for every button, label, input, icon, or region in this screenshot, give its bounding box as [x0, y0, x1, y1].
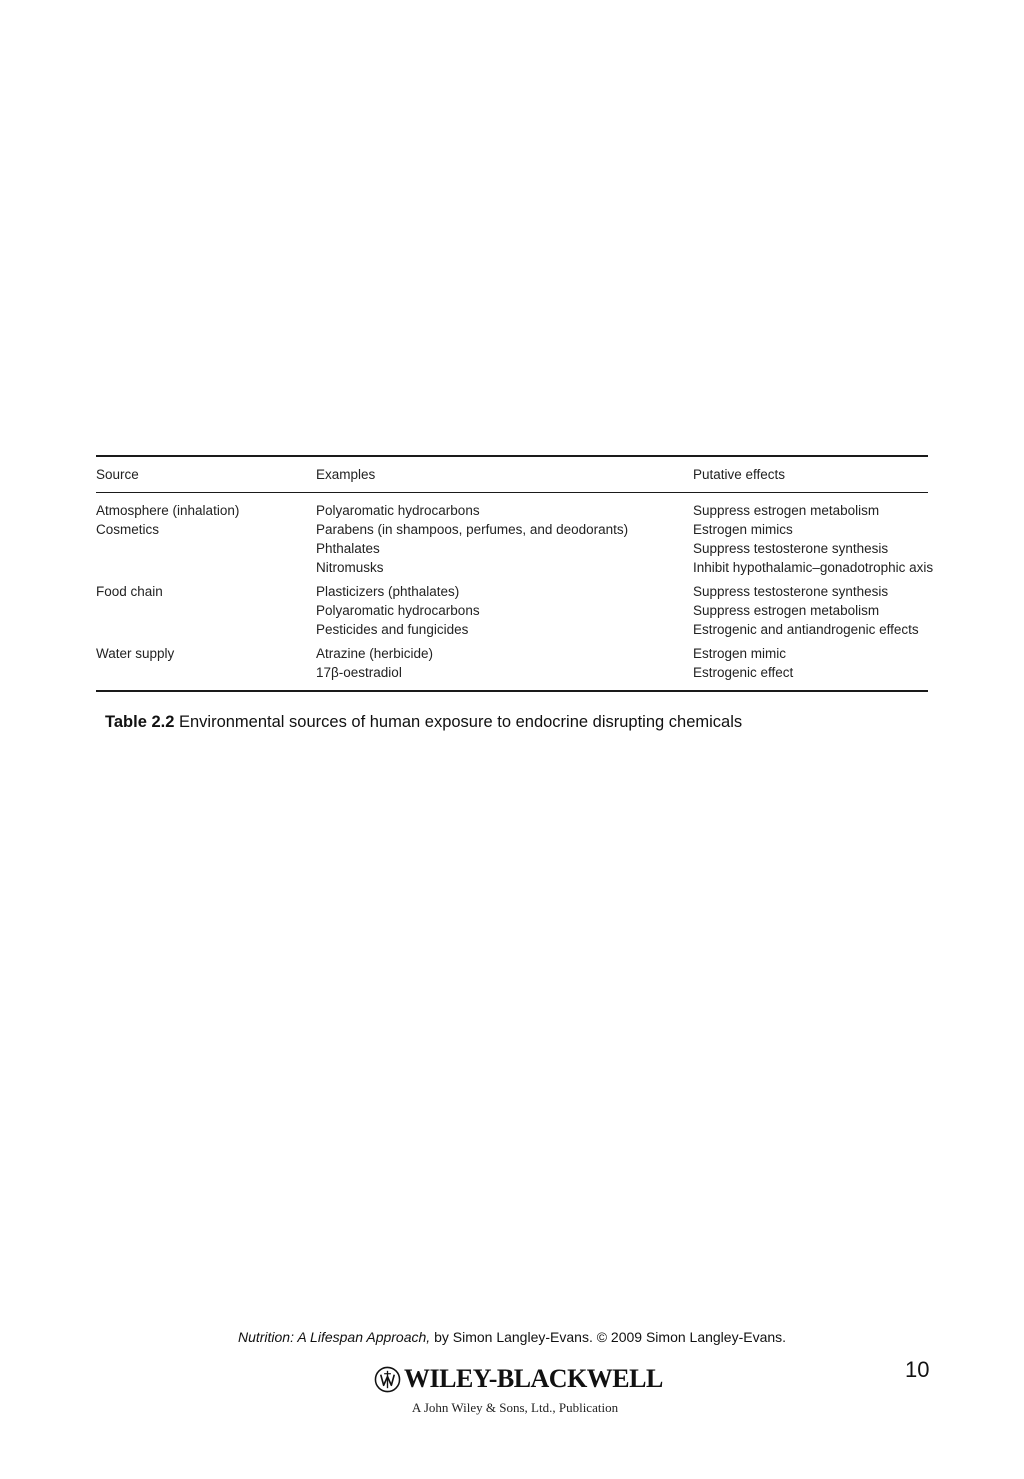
- publisher-subtitle: A John Wiley & Sons, Ltd., Publication: [411, 1400, 619, 1415]
- source-cell: Food chain: [96, 584, 163, 599]
- source-cell: [96, 601, 316, 620]
- example-cell: Atrazine (herbicide): [316, 646, 434, 661]
- citation-rest: by Simon Langley-Evans. © 2009 Simon Langley-Evans.: [430, 1329, 787, 1345]
- header-examples: Examples: [316, 467, 376, 482]
- effect-cell: Suppress estrogen metabolism: [693, 603, 880, 618]
- effect-cell: Estrogen mimic: [693, 646, 787, 661]
- table-bottom-rule: [96, 690, 928, 692]
- example-cell: Polyaromatic hydrocarbons: [316, 503, 480, 518]
- book-citation: [0, 1329, 1024, 1345]
- example-cell: Parabens (in shampoos, perfumes, and deodorants): [316, 522, 629, 537]
- caption-text: Environmental sources of human exposure to endocrine disrupting chemicals: [174, 713, 743, 731]
- source-cell: Atmosphere (inhalation): [96, 503, 240, 518]
- source-cell: [96, 663, 316, 682]
- wiley-logo-icon: [374, 1366, 401, 1393]
- header-source: Source: [96, 467, 139, 482]
- table-header-row: [96, 457, 928, 492]
- header-effects: Putative effects: [693, 467, 786, 482]
- sources-table: [96, 455, 934, 692]
- effect-cell: Estrogenic and antiandrogenic effects: [693, 622, 919, 637]
- source-cell: Cosmetics: [96, 522, 160, 537]
- source-cell: [96, 539, 316, 558]
- source-cell: [96, 558, 316, 577]
- example-cell: Plasticizers (phthalates): [316, 584, 460, 599]
- source-cell: [96, 620, 316, 639]
- effect-cell: Suppress estrogen metabolism: [693, 503, 880, 518]
- effect-cell: Suppress testosterone synthesis: [693, 584, 889, 599]
- source-cell: Water supply: [96, 646, 175, 661]
- example-cell: Pesticides and fungicides: [316, 622, 469, 637]
- effect-cell: Inhibit hypothalamic–gonadotrophic axis: [693, 560, 934, 575]
- page-number: 10: [905, 1357, 930, 1382]
- example-cell: Phthalates: [316, 541, 380, 556]
- publisher-logo-text: WILEY-BLACKWELL: [404, 1364, 663, 1393]
- table-row-group: [96, 577, 928, 639]
- example-cell: Nitromusks: [316, 560, 384, 575]
- effect-cell: Suppress testosterone synthesis: [693, 541, 889, 556]
- effect-cell: Estrogen mimics: [693, 522, 793, 537]
- publisher-logo: [374, 1362, 663, 1396]
- example-cell: 17β-oestradiol: [316, 665, 402, 680]
- table-row-group: [96, 493, 934, 577]
- book-title: Nutrition: A Lifespan Approach,: [237, 1329, 431, 1345]
- caption-label: Table 2.2: [105, 713, 175, 731]
- table-row-group: [96, 639, 928, 690]
- table-caption: [105, 713, 742, 732]
- effect-cell: Estrogenic effect: [693, 665, 794, 680]
- example-cell: Polyaromatic hydrocarbons: [316, 603, 480, 618]
